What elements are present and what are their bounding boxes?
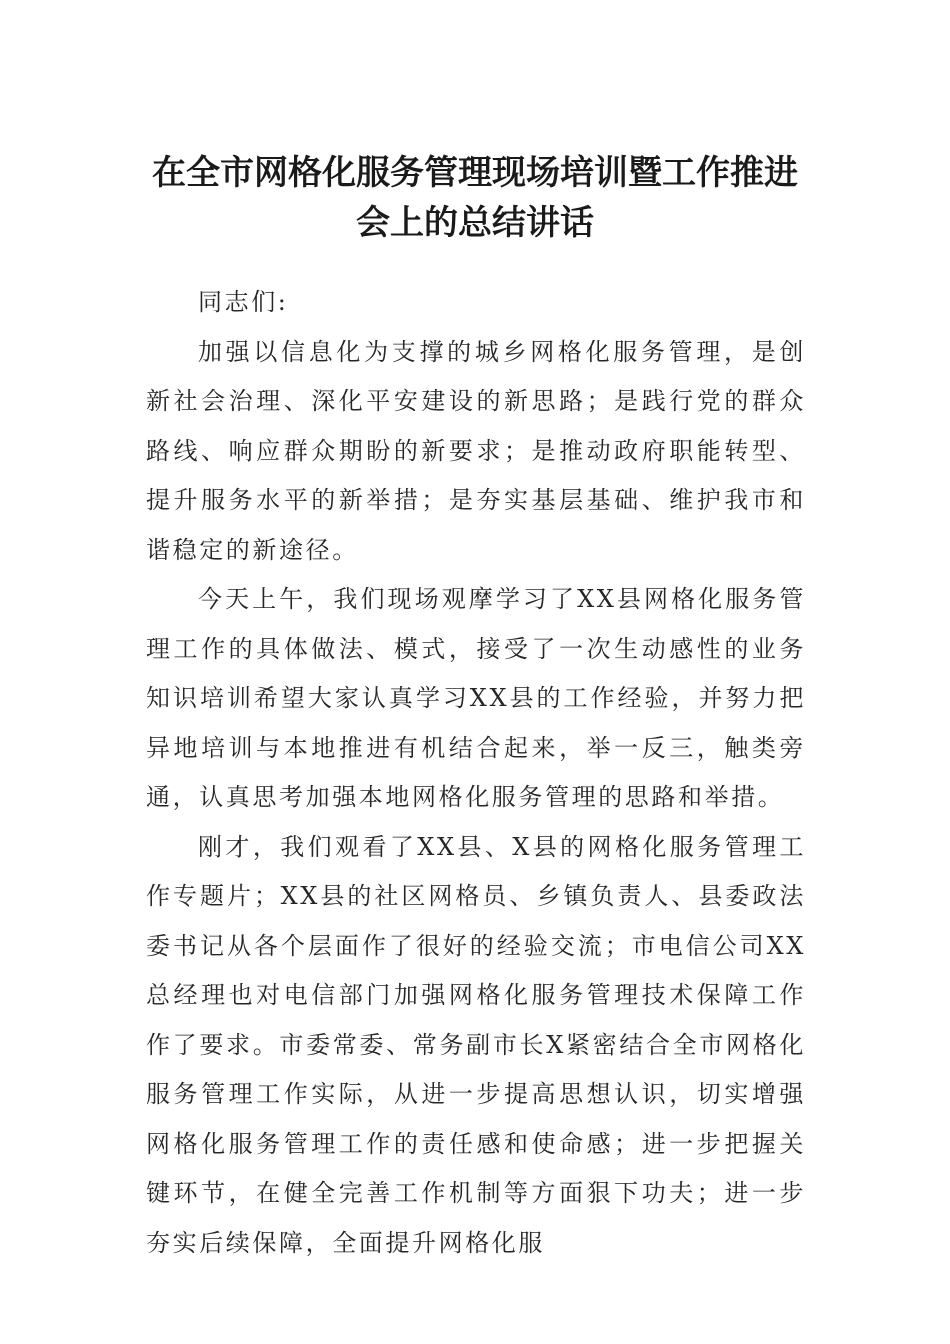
paragraph-1: 加强以信息化为支撑的城乡网格化服务管理，是创新社会治理、深化平安建设的新思路；是践行党的群众路线、响应群众期盼的新要求；是推动政府职能转型、提升服务水平的新举措；是夯实基层基础、维护我市和谐稳定的新途径。 [146,337,806,564]
paragraph-2: 今天上午，我们现场观摩学习了XX县网格化服务管理工作的具体做法、模式，接受了一次生动感性的业务知识培训希望大家认真学习XX县的工作经验，并努力把异地培训与本地推进有机结合起来，举一反三，触类旁通，认真思考加强本地网格化服务管理的思路和举措。 [146,585,806,811]
salutation: 同志们: [198,288,289,316]
document-title: 在全市网格化服务管理现场培训暨工作推进会上的总结讲话 [152,153,798,243]
paragraph-3: 刚才，我们观看了XX县、X县的网格化服务管理工作专题片；XX县的社区网格员、乡镇负责人、县委政法委书记从各个层面作了很好的经验交流；市电信公司XX总经理也对电信部门加强网格化服务管理技术保障工作作了要求。市委常委、常务副市长X紧密结合全市网格化服务管理工作实际，从进一步提高思想认识，切实增强网格化服务管理工作的责任感和使命感；进一步把握关键环节，在健全完善工作机制等方面狠下功夫；进一步夯实后续保障，全面提升网格化服 [146,832,806,1257]
document-body [146,278,806,1268]
